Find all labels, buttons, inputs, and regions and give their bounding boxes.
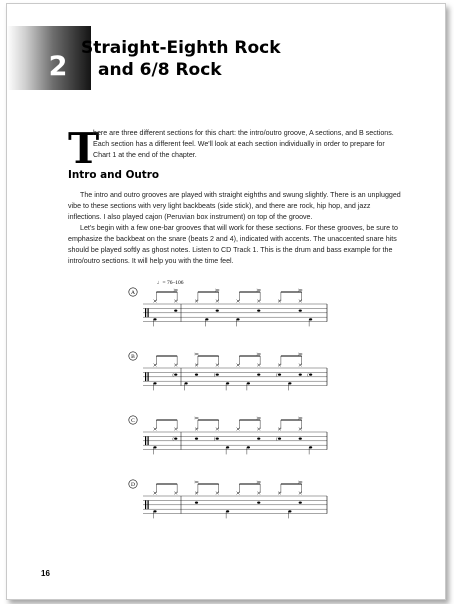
hihat-note xyxy=(174,364,177,367)
hihat-note xyxy=(278,300,281,303)
groove-label: C xyxy=(131,417,135,424)
snare-note xyxy=(299,502,302,504)
snare-note xyxy=(216,310,219,312)
hihat-note xyxy=(257,300,260,303)
groove-d xyxy=(129,480,327,519)
kick-note xyxy=(153,446,156,448)
kick-note xyxy=(309,318,312,320)
book-page xyxy=(6,3,446,600)
groove-b xyxy=(129,352,327,391)
hihat-note xyxy=(299,428,302,431)
percussion-clef xyxy=(145,500,146,509)
page-number: 16 xyxy=(41,569,50,578)
kick-note xyxy=(205,318,208,320)
accent-mark xyxy=(215,289,219,291)
section-heading: Intro and Outro xyxy=(68,169,160,181)
hihat-note xyxy=(195,492,198,495)
accent-mark xyxy=(257,417,261,419)
ghost-note xyxy=(276,371,281,377)
body-paragraph-1: The intro and outro grooves are played with straight eighths and swung slightly. There is an unplugged vibe to these sections with very light backbeats (side stick), and there are rock, hip hop, and jazz inflections. I also played cajon (Peruvian box instrument) on top of the groove. xyxy=(68,191,401,221)
hihat-note xyxy=(216,492,219,495)
chapter-title xyxy=(81,37,281,81)
tempo-marking: ♩= 76–106 xyxy=(157,280,184,286)
hihat-note xyxy=(237,300,240,303)
hihat-note xyxy=(257,492,260,495)
groove-label: B xyxy=(131,353,135,360)
kick-note xyxy=(153,382,156,384)
percussion-clef xyxy=(145,308,146,317)
kick-note xyxy=(226,382,229,384)
snare-note xyxy=(299,374,302,376)
groove-label: A xyxy=(131,289,135,296)
hihat-note xyxy=(257,364,260,367)
kick-note xyxy=(236,318,239,320)
accent-mark xyxy=(298,481,302,483)
kick-note xyxy=(153,510,156,512)
ghost-note xyxy=(172,435,177,441)
snare-note xyxy=(195,438,198,440)
percussion-clef xyxy=(148,372,149,381)
snare-note xyxy=(299,310,302,312)
ghost-paren: ( xyxy=(307,371,309,377)
accent-mark xyxy=(257,481,261,483)
snare-note xyxy=(257,502,260,504)
kick-note xyxy=(288,510,291,512)
hihat-note xyxy=(278,428,281,431)
hihat-note xyxy=(278,492,281,495)
chapter-number: 2 xyxy=(48,51,68,82)
hihat-note xyxy=(195,300,198,303)
ghost-note xyxy=(276,435,281,441)
hihat-note xyxy=(154,300,157,303)
kick-note xyxy=(247,382,250,384)
chapter-title-line1: Straight-Eighth Rock xyxy=(81,38,281,58)
hihat-note xyxy=(216,364,219,367)
intro-paragraph: here are three different sections for this chart: the intro/outro groove, A sections, and B sections. Each section has a different feel. We'll look at each section individually in order to prepare for Chart 1 at the end of the chapter. xyxy=(93,129,394,159)
kick-note xyxy=(288,382,291,384)
snare-note xyxy=(299,438,302,440)
drum-notation xyxy=(127,274,347,534)
accent-mark xyxy=(195,353,199,355)
groove-label: D xyxy=(131,481,135,488)
chapter-title-line2: and 6/8 Rock xyxy=(98,60,222,80)
hihat-note xyxy=(195,428,198,431)
ghost-paren: ( xyxy=(214,371,216,377)
snare-note xyxy=(195,374,198,376)
ghost-note xyxy=(214,435,219,441)
hihat-note xyxy=(174,428,177,431)
hihat-note xyxy=(257,428,260,431)
hihat-note xyxy=(216,428,219,431)
hihat-note xyxy=(237,428,240,431)
accent-mark xyxy=(257,353,261,355)
accent-mark xyxy=(174,289,178,291)
accent-mark xyxy=(195,481,199,483)
drop-cap: T xyxy=(68,124,100,173)
snare-note xyxy=(257,374,260,376)
hihat-note xyxy=(154,364,157,367)
accent-mark xyxy=(195,417,199,419)
accent-mark xyxy=(298,353,302,355)
accent-mark xyxy=(257,289,261,291)
hihat-note xyxy=(299,300,302,303)
ghost-note xyxy=(214,371,219,377)
percussion-clef xyxy=(145,372,146,381)
snare-note xyxy=(257,438,260,440)
percussion-clef xyxy=(148,500,149,509)
ghost-paren: ( xyxy=(276,435,278,441)
kick-note xyxy=(153,318,156,320)
snare-note xyxy=(174,310,177,312)
hihat-note xyxy=(174,300,177,303)
percussion-clef xyxy=(145,436,146,445)
accent-mark xyxy=(298,417,302,419)
ghost-note xyxy=(307,371,312,377)
snare-note xyxy=(257,310,260,312)
groove-c xyxy=(129,416,327,455)
snare-note xyxy=(195,502,198,504)
hihat-note xyxy=(174,492,177,495)
ghost-paren: ( xyxy=(214,435,216,441)
percussion-clef xyxy=(148,308,149,317)
ghost-paren: ( xyxy=(276,371,278,377)
ghost-note xyxy=(172,371,177,377)
body-paragraph-2: Let's begin with a few one-bar grooves that will work for these sections. For these grooves, be sure to emphasize the backbeat on the snare (beats 2 and 4), indicated with accents. The unaccented snare hits should be played softly as ghost notes. Listen to CD Track 1. This is the drum and bass example for the intro/outro sections. It will help you with the time feel. xyxy=(68,224,398,265)
hihat-note xyxy=(237,492,240,495)
kick-note xyxy=(226,510,229,512)
kick-note xyxy=(185,382,188,384)
hihat-note xyxy=(195,364,198,367)
groove-a xyxy=(129,288,327,327)
percussion-clef xyxy=(148,436,149,445)
hihat-note xyxy=(278,364,281,367)
ghost-paren: ( xyxy=(172,371,174,377)
hihat-note xyxy=(154,492,157,495)
accent-mark xyxy=(298,289,302,291)
ghost-paren: ( xyxy=(172,435,174,441)
kick-note xyxy=(226,446,229,448)
kick-note xyxy=(309,446,312,448)
hihat-note xyxy=(237,364,240,367)
kick-note xyxy=(247,446,250,448)
hihat-note xyxy=(299,364,302,367)
hihat-note xyxy=(154,428,157,431)
hihat-note xyxy=(216,300,219,303)
hihat-note xyxy=(299,492,302,495)
